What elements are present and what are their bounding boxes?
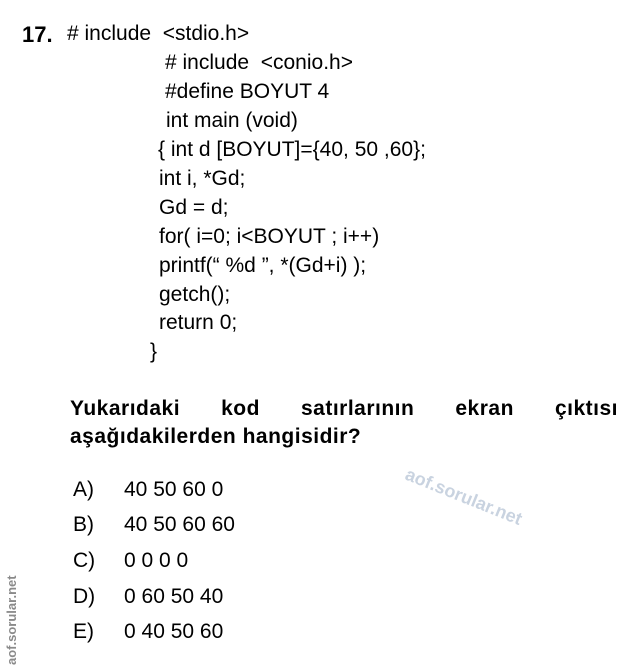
option-text: 0 0 0 0 [124, 549, 189, 572]
watermark: aof.sorular.net [402, 464, 525, 530]
option-letter: D) [73, 585, 96, 608]
question-number: 17. [22, 22, 53, 47]
question-prompt-line2: aşağıdakilerden hangisidir? [70, 425, 362, 448]
code-line: getch(); [159, 283, 231, 306]
code-line: #define BOYUT 4 [165, 80, 330, 103]
code-line: # include <conio.h> [165, 51, 353, 74]
code-line: } [150, 340, 158, 363]
option-letter: E) [73, 620, 94, 643]
option-text: 0 60 50 40 [124, 585, 224, 608]
code-line: # include <stdio.h> [67, 22, 250, 45]
option-letter: A) [73, 478, 94, 501]
code-line: { int d [BOYUT]={40, 50 ,60}; [158, 138, 426, 161]
code-line: int i, *Gd; [159, 167, 246, 190]
code-line: Gd = d; [159, 196, 229, 219]
option-letter: C) [73, 549, 96, 572]
option-text: 40 50 60 60 [124, 513, 235, 536]
code-line: printf(“ %d ”, *(Gd+i) ); [159, 254, 367, 277]
code-line: return 0; [159, 311, 238, 334]
option-text: 0 40 50 60 [124, 620, 224, 643]
code-line: int main (void) [166, 109, 298, 132]
code-line: for( i=0; i<BOYUT ; i++) [159, 225, 380, 248]
option-letter: B) [73, 513, 94, 536]
option-text: 40 50 60 0 [124, 478, 224, 501]
side-watermark: aof.sorular.net [4, 575, 19, 665]
question-prompt-line1: Yukarıdaki kod satırlarının ekran çıktısı [70, 397, 618, 420]
